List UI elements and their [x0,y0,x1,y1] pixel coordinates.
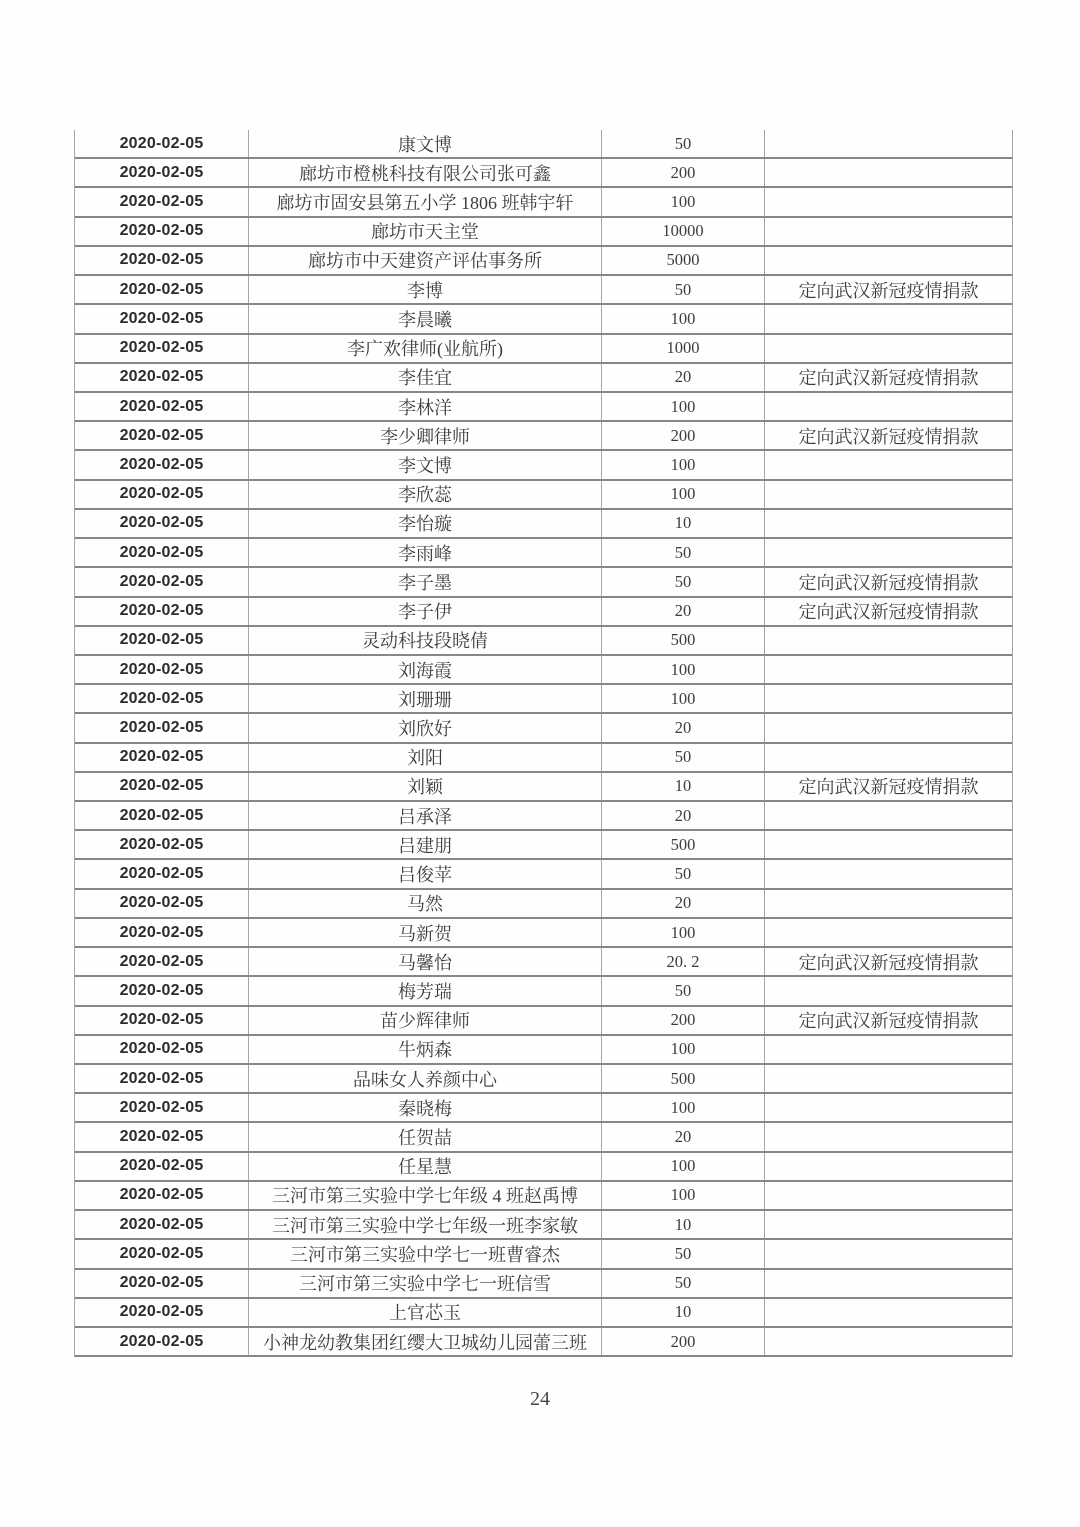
table-row [75,802,1012,831]
cell-date: 2020-02-05 [119,222,204,240]
cell-note: 定向武汉新冠疫情捐款 [764,948,1012,975]
table-row [75,568,1012,597]
cell-note [764,1328,1012,1355]
cell-amount: 20 [601,802,764,829]
cell-name: 吕俊苹 [248,860,601,887]
cell-note [764,1211,1012,1238]
cell-name: 刘欣好 [248,714,601,741]
cell-note [764,1270,1012,1297]
table-row [75,539,1012,568]
cell-date: 2020-02-05 [119,1069,204,1087]
cell-name: 李佳宜 [248,364,601,391]
cell-date: 2020-02-05 [119,397,204,415]
cell-date: 2020-02-05 [119,251,204,269]
cell-amount: 200 [601,1007,764,1034]
cell-name: 三河市第三实验中学七年级 4 班赵禹博 [248,1182,601,1209]
cell-amount: 50 [601,539,764,566]
table-row [75,276,1012,305]
cell-amount: 1000 [601,335,764,362]
cell-note [764,335,1012,362]
cell-amount: 100 [601,188,764,215]
cell-amount: 5000 [601,247,764,274]
cell-name: 李子伊 [248,598,601,625]
cell-note [764,1153,1012,1180]
cell-date: 2020-02-05 [119,894,204,912]
cell-date: 2020-02-05 [119,660,204,678]
table-row [75,860,1012,889]
cell-amount: 20. 2 [601,948,764,975]
table-row [75,1153,1012,1182]
table-row [75,1211,1012,1240]
cell-name: 任贺喆 [248,1123,601,1150]
cell-date: 2020-02-05 [119,1244,204,1262]
cell-date: 2020-02-05 [119,1098,204,1116]
table-row [75,1270,1012,1299]
cell-amount: 100 [601,451,764,478]
table-row [75,1240,1012,1269]
cell-name: 廊坊市天主堂 [248,218,601,245]
cell-note [764,685,1012,712]
cell-note [764,1182,1012,1209]
cell-date: 2020-02-05 [119,865,204,883]
cell-note [764,510,1012,537]
cell-amount: 100 [601,1094,764,1121]
table-row [75,481,1012,510]
cell-name: 上官芯玉 [248,1299,601,1326]
cell-date: 2020-02-05 [119,163,204,181]
table-row [75,1182,1012,1211]
cell-name: 廊坊市固安县第五小学 1806 班韩宇轩 [248,188,601,215]
donation-table [74,130,1013,1357]
cell-date: 2020-02-05 [119,368,204,386]
cell-note: 定向武汉新冠疫情捐款 [764,276,1012,303]
cell-date: 2020-02-05 [119,748,204,766]
cell-date: 2020-02-05 [119,835,204,853]
cell-name: 刘珊珊 [248,685,601,712]
cell-date: 2020-02-05 [119,280,204,298]
cell-date: 2020-02-05 [119,1157,204,1175]
table-row [75,247,1012,276]
cell-amount: 100 [601,1182,764,1209]
cell-note [764,890,1012,917]
cell-note [764,860,1012,887]
cell-date: 2020-02-05 [119,602,204,620]
cell-date: 2020-02-05 [119,339,204,357]
cell-date: 2020-02-05 [119,1274,204,1292]
cell-date: 2020-02-05 [119,952,204,970]
cell-note [764,130,1012,157]
table-row [75,451,1012,480]
cell-name: 李欣蕊 [248,481,601,508]
cell-amount: 100 [601,919,764,946]
cell-note [764,539,1012,566]
cell-date: 2020-02-05 [119,543,204,561]
table-row [75,510,1012,539]
cell-amount: 500 [601,1065,764,1092]
cell-date: 2020-02-05 [119,1128,204,1146]
cell-amount: 50 [601,744,764,771]
cell-date: 2020-02-05 [119,1303,204,1321]
cell-name: 李雨峰 [248,539,601,566]
cell-amount: 100 [601,685,764,712]
cell-date: 2020-02-05 [119,777,204,795]
cell-name: 李怡璇 [248,510,601,537]
cell-name: 李少卿律师 [248,422,601,449]
cell-amount: 50 [601,1240,764,1267]
cell-amount: 20 [601,890,764,917]
cell-note: 定向武汉新冠疫情捐款 [764,364,1012,391]
cell-name: 吕承泽 [248,802,601,829]
cell-note [764,802,1012,829]
table-row [75,364,1012,393]
cell-name: 马然 [248,890,601,917]
cell-name: 李子墨 [248,568,601,595]
cell-date: 2020-02-05 [119,689,204,707]
cell-amount: 100 [601,481,764,508]
table-row [75,714,1012,743]
cell-amount: 200 [601,159,764,186]
cell-note [764,188,1012,215]
cell-amount: 20 [601,598,764,625]
cell-note: 定向武汉新冠疫情捐款 [764,598,1012,625]
table-row [75,919,1012,948]
cell-amount: 50 [601,977,764,1004]
cell-date: 2020-02-05 [119,1215,204,1233]
cell-date: 2020-02-05 [119,806,204,824]
cell-note [764,1240,1012,1267]
table-row [75,773,1012,802]
cell-note [764,1036,1012,1063]
cell-note [764,714,1012,741]
cell-name: 三河市第三实验中学七年级一班李家敏 [248,1211,601,1238]
table-row [75,422,1012,451]
donation-table-body [75,130,1012,1357]
table-row [75,948,1012,977]
cell-note: 定向武汉新冠疫情捐款 [764,773,1012,800]
cell-amount: 10 [601,1211,764,1238]
cell-note [764,744,1012,771]
cell-amount: 200 [601,422,764,449]
cell-amount: 200 [601,1328,764,1355]
cell-name: 刘颖 [248,773,601,800]
cell-note [764,1299,1012,1326]
cell-amount: 20 [601,364,764,391]
cell-note [764,393,1012,420]
cell-note [764,627,1012,654]
cell-date: 2020-02-05 [119,426,204,444]
table-row [75,218,1012,247]
cell-date: 2020-02-05 [119,631,204,649]
cell-note [764,1123,1012,1150]
cell-note [764,159,1012,186]
cell-name: 刘海霞 [248,656,601,683]
table-row [75,685,1012,714]
table-row [75,598,1012,627]
cell-name: 牛炳森 [248,1036,601,1063]
cell-note [764,481,1012,508]
table-row [75,188,1012,217]
table-row [75,627,1012,656]
table-row [75,393,1012,422]
cell-date: 2020-02-05 [119,923,204,941]
table-row [75,890,1012,919]
cell-date: 2020-02-05 [119,456,204,474]
cell-amount: 50 [601,860,764,887]
cell-note: 定向武汉新冠疫情捐款 [764,1007,1012,1034]
table-row [75,744,1012,773]
cell-note [764,305,1012,332]
cell-name: 李晨曦 [248,305,601,332]
cell-note [764,1094,1012,1121]
cell-name: 秦晓梅 [248,1094,601,1121]
cell-amount: 10 [601,773,764,800]
cell-amount: 50 [601,130,764,157]
cell-note [764,247,1012,274]
cell-name: 李广欢律师(业航所) [248,335,601,362]
cell-name: 马新贺 [248,919,601,946]
table-row [75,1328,1012,1357]
cell-name: 李林洋 [248,393,601,420]
table-row [75,1123,1012,1152]
cell-amount: 100 [601,305,764,332]
table-row [75,1007,1012,1036]
cell-note [764,977,1012,1004]
cell-name: 李文博 [248,451,601,478]
cell-amount: 100 [601,393,764,420]
cell-name: 三河市第三实验中学七一班信雪 [248,1270,601,1297]
table-row [75,159,1012,188]
table-row [75,1094,1012,1123]
cell-note [764,218,1012,245]
cell-amount: 50 [601,568,764,595]
cell-name: 小神龙幼教集团红缨大卫城幼儿园蕾三班 [248,1328,601,1355]
cell-note [764,656,1012,683]
cell-note [764,831,1012,858]
cell-amount: 500 [601,831,764,858]
cell-name: 任星慧 [248,1153,601,1180]
cell-date: 2020-02-05 [119,1186,204,1204]
cell-name: 吕建朋 [248,831,601,858]
cell-amount: 500 [601,627,764,654]
cell-name: 廊坊市橙桃科技有限公司张可鑫 [248,159,601,186]
cell-date: 2020-02-05 [119,718,204,736]
cell-amount: 100 [601,1153,764,1180]
cell-note [764,451,1012,478]
cell-date: 2020-02-05 [119,572,204,590]
table-row [75,1065,1012,1094]
cell-date: 2020-02-05 [119,485,204,503]
cell-amount: 100 [601,1036,764,1063]
cell-name: 苗少辉律师 [248,1007,601,1034]
table-row [75,1036,1012,1065]
cell-date: 2020-02-05 [119,1332,204,1350]
table-row [75,130,1012,159]
cell-name: 马馨怡 [248,948,601,975]
table-row [75,656,1012,685]
table-row [75,305,1012,334]
cell-amount: 100 [601,656,764,683]
cell-date: 2020-02-05 [119,1040,204,1058]
cell-name: 灵动科技段晓倩 [248,627,601,654]
cell-date: 2020-02-05 [119,309,204,327]
cell-name: 三河市第三实验中学七一班曹睿杰 [248,1240,601,1267]
cell-date: 2020-02-05 [119,981,204,999]
cell-name: 刘阳 [248,744,601,771]
cell-name: 廊坊市中天建资产评估事务所 [248,247,601,274]
cell-amount: 50 [601,1270,764,1297]
cell-amount: 10 [601,1299,764,1326]
table-row [75,335,1012,364]
cell-amount: 20 [601,714,764,741]
cell-date: 2020-02-05 [119,1011,204,1029]
cell-amount: 20 [601,1123,764,1150]
cell-name: 品味女人养颜中心 [248,1065,601,1092]
cell-amount: 10000 [601,218,764,245]
cell-name: 康文博 [248,130,601,157]
cell-name: 梅芳瑞 [248,977,601,1004]
page-number: 24 [530,1388,550,1410]
cell-amount: 50 [601,276,764,303]
cell-amount: 10 [601,510,764,537]
table-row [75,831,1012,860]
cell-date: 2020-02-05 [119,134,204,152]
cell-note [764,1065,1012,1092]
cell-note: 定向武汉新冠疫情捐款 [764,422,1012,449]
cell-note: 定向武汉新冠疫情捐款 [764,568,1012,595]
table-row [75,1299,1012,1328]
table-row [75,977,1012,1006]
cell-note [764,919,1012,946]
cell-name: 李博 [248,276,601,303]
cell-date: 2020-02-05 [119,193,204,211]
cell-date: 2020-02-05 [119,514,204,532]
